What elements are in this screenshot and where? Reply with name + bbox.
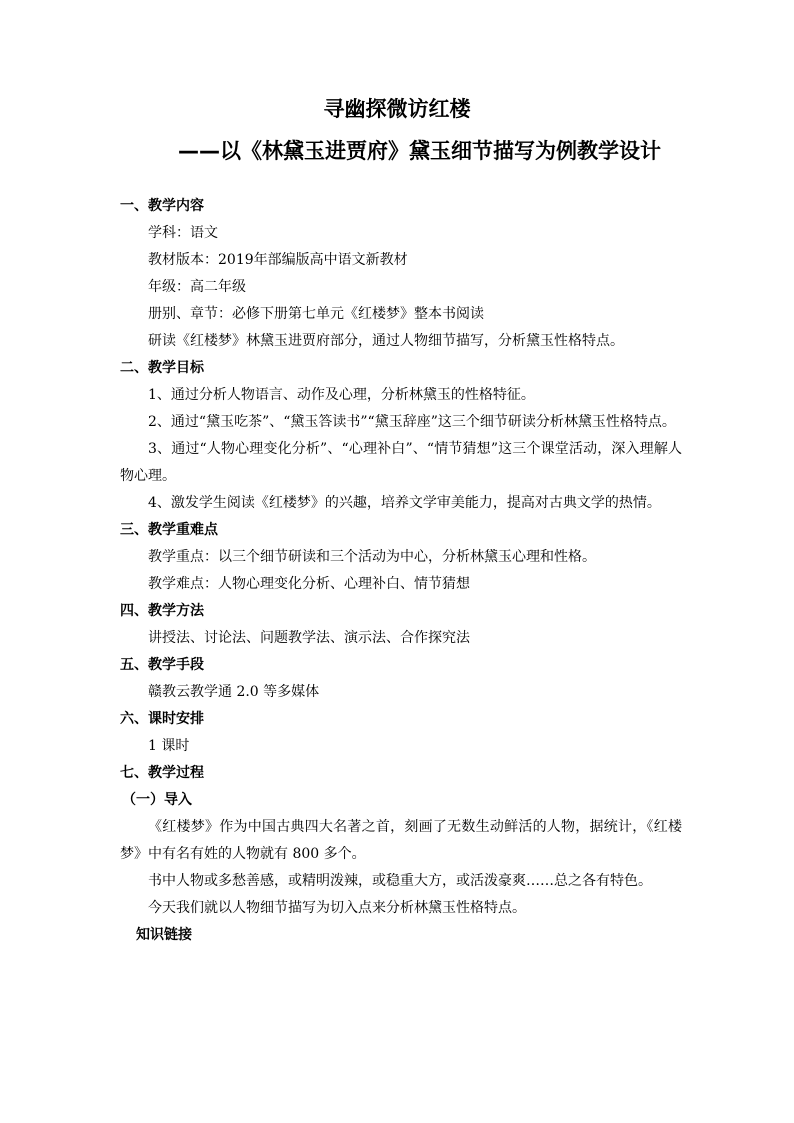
paragraph: 年级：高二年级 <box>148 279 246 295</box>
document-title: 寻幽探微访红楼 <box>323 97 471 121</box>
section-heading: 六、课时安排 <box>120 711 204 727</box>
paragraph: 研读《红楼梦》林黛玉进贾府部分，通过人物细节描写，分析黛玉性格特点。 <box>148 333 624 349</box>
section-teaching-means <box>120 652 682 706</box>
knowledge-link-heading: 知识链接 <box>136 927 192 943</box>
section-heading: 七、教学过程 <box>120 765 204 781</box>
section-teaching-content <box>120 193 682 355</box>
section-heading: 三、教学重难点 <box>120 522 218 538</box>
section-heading: 五、教学手段 <box>120 657 204 673</box>
paragraph: 赣教云教学通 2.0 等多媒体 <box>148 684 320 700</box>
list-item: 3、通过“人物心理变化分析”、“心理补白”、“情节猜想”这三个课堂活动，深入理解人物心理。 <box>120 441 682 484</box>
paragraph: 册别、章节：必修下册第七单元《红楼梦》整本书阅读 <box>148 306 484 322</box>
document-body <box>120 193 682 949</box>
list-item: 2、通过“黛玉吃茶”、“黛玉答读书”“黛玉辞座”这三个细节研读分析林黛玉性格特点。 <box>148 414 676 430</box>
paragraph: 今天我们就以人物细节描写为切入点来分析林黛玉性格特点。 <box>148 900 526 916</box>
section-teaching-methods <box>120 598 682 652</box>
paragraph: 1 课时 <box>148 738 190 754</box>
section-heading: 二、教学目标 <box>120 360 204 376</box>
list-item: 1、通过分析人物语言、动作及心理，分析林黛玉的性格特征。 <box>148 387 535 403</box>
list-item: 4、激发学生阅读《红楼梦》的兴趣，培养文学审美能力，提高对古典文学的热情。 <box>148 495 661 511</box>
paragraph: 教学难点：人物心理变化分析、心理补白、情节猜想 <box>148 576 470 592</box>
subsection-heading: （一）导入 <box>122 792 192 808</box>
section-heading: 四、教学方法 <box>120 603 204 619</box>
document-subtitle: ——以《林黛玉进贾府》黛玉细节描写为例教学设计 <box>178 139 661 163</box>
section-teaching-goals <box>120 355 682 517</box>
paragraph: 学科：语文 <box>148 225 218 241</box>
section-heading: 一、教学内容 <box>120 198 204 214</box>
section-teaching-process <box>120 760 682 949</box>
paragraph: 讲授法、讨论法、问题教学法、演示法、合作探究法 <box>148 630 470 646</box>
paragraph: 《红楼梦》作为中国古典四大名著之首，刻画了无数生动鲜活的人物，据统计，《红楼梦》中有名有姓的人物就有 800 多个。 <box>120 819 682 862</box>
section-class-hours <box>120 706 682 760</box>
paragraph: 教学重点：以三个细节研读和三个活动为中心，分析林黛玉心理和性格。 <box>148 549 596 565</box>
paragraph: 教材版本：2019年部编版高中语文新教材 <box>148 252 408 268</box>
section-key-points <box>120 517 682 598</box>
paragraph: 书中人物或多愁善感，或精明泼辣，或稳重大方，或活泼豪爽……总之各有特色。 <box>148 873 652 889</box>
